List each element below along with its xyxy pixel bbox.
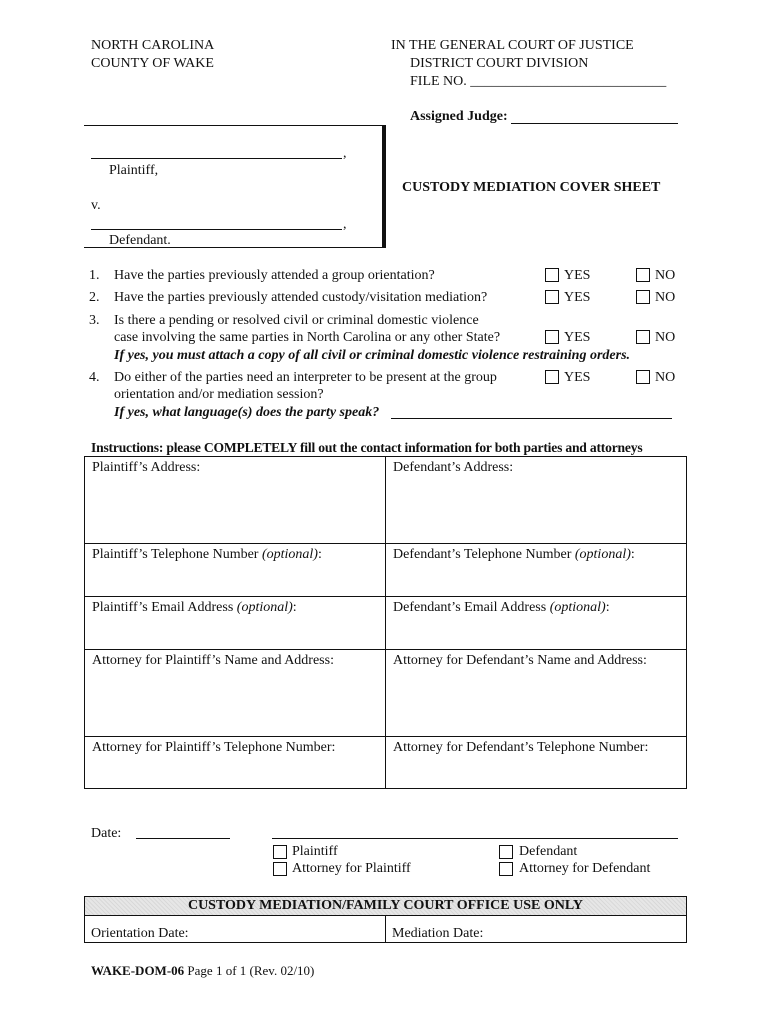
question-2-no-checkbox[interactable]	[636, 290, 650, 304]
question-2-text: Have the parties previously attended custody/visitation mediation?	[114, 290, 488, 305]
plaintiff-telephone-colon: :	[317, 547, 322, 562]
orientation-date-label[interactable]: Orientation Date:	[91, 926, 189, 941]
plaintiff-attorney-address-label: Attorney for Plaintiff’s Name and Address:	[92, 653, 334, 668]
plaintiff-label: Plaintiff,	[109, 163, 159, 178]
question-4-yes-label: YES	[564, 370, 591, 385]
defendant-address-cell[interactable]	[387, 456, 685, 542]
plaintiff-checkbox[interactable]	[273, 845, 287, 859]
question-3-text-line1: Is there a pending or resolved civil or criminal domestic violence	[114, 313, 479, 328]
defendant-email-label: Defendant’s Email Address	[393, 600, 550, 615]
assigned-judge-field[interactable]	[511, 123, 678, 124]
question-1-number: 1.	[89, 268, 100, 283]
defendant-name-field[interactable]	[91, 229, 342, 230]
question-4-text-line2: orientation and/or mediation session?	[114, 387, 324, 402]
instructions-text: Instructions: please COMPLETELY fill out the contact information for both parties and attorneys	[91, 440, 643, 455]
defendant-telephone-optional: (optional)	[574, 547, 631, 562]
assigned-judge-label: Assigned Judge:	[410, 109, 508, 124]
question-4-number: 4.	[89, 370, 100, 385]
defendant-option-label: Defendant	[519, 844, 578, 859]
caption-top-border	[84, 125, 386, 126]
caption-bottom-border	[84, 247, 386, 248]
mediation-date-label[interactable]: Mediation Date:	[392, 926, 484, 941]
question-1-no-label: NO	[655, 268, 676, 283]
question-4-note: If yes, what language(s) does the party speak?	[114, 405, 380, 420]
plaintiff-telephone-cell[interactable]	[86, 543, 384, 595]
plaintiff-attorney-telephone-cell[interactable]	[86, 736, 384, 788]
date-field[interactable]	[136, 838, 230, 839]
defendant-attorney-address-label: Attorney for Defendant’s Name and Address:	[393, 653, 647, 668]
plaintiff-telephone-optional: (optional)	[261, 547, 318, 562]
office-use-title: CUSTODY MEDIATION/FAMILY COURT OFFICE USE ONLY	[187, 898, 584, 913]
plaintiff-email-colon: :	[292, 600, 297, 615]
question-1-yes-checkbox[interactable]	[545, 268, 559, 282]
defendant-attorney-address-cell[interactable]	[387, 649, 685, 735]
plaintiff-address-cell[interactable]	[86, 456, 384, 542]
defendant-email-cell[interactable]	[387, 596, 685, 648]
division-label: DISTRICT COURT DIVISION	[410, 56, 589, 71]
signature-line[interactable]	[272, 838, 678, 839]
question-2-yes-checkbox[interactable]	[545, 290, 559, 304]
defendant-attorney-telephone-label: Attorney for Defendant’s Telephone Number:	[393, 740, 649, 755]
question-3-yes-label: YES	[564, 330, 591, 345]
question-1-text: Have the parties previously attended a group orientation?	[114, 268, 435, 283]
question-1-no-checkbox[interactable]	[636, 268, 650, 282]
defendant-email-colon: :	[605, 600, 610, 615]
question-3-no-checkbox[interactable]	[636, 330, 650, 344]
question-4-no-label: NO	[655, 370, 676, 385]
form-title: CUSTODY MEDIATION COVER SHEET	[402, 180, 661, 195]
page-info: Page 1 of 1 (Rev. 02/10)	[184, 963, 315, 978]
defendant-label: Defendant.	[109, 233, 171, 248]
question-4-no-checkbox[interactable]	[636, 370, 650, 384]
defendant-comma: ,	[343, 217, 347, 232]
plaintiff-attorney-address-cell[interactable]	[86, 649, 384, 735]
defendant-checkbox[interactable]	[499, 845, 513, 859]
defendant-address-label: Defendant’s Address:	[393, 460, 514, 475]
attorney-for-defendant-checkbox[interactable]	[499, 862, 513, 876]
question-3-number: 3.	[89, 313, 100, 328]
plaintiff-attorney-telephone-label: Attorney for Plaintiff’s Telephone Number:	[92, 740, 336, 755]
question-4-yes-checkbox[interactable]	[545, 370, 559, 384]
plaintiff-email-cell[interactable]	[86, 596, 384, 648]
question-2-number: 2.	[89, 290, 100, 305]
county-label: COUNTY OF WAKE	[91, 56, 214, 71]
plaintiff-comma: ,	[343, 146, 347, 161]
defendant-telephone-cell[interactable]	[387, 543, 685, 595]
question-4-text-line1: Do either of the parties need an interpreter to be present at the group	[114, 370, 497, 385]
defendant-telephone-label: Defendant’s Telephone Number	[393, 547, 575, 562]
plaintiff-address-label: Plaintiff’s Address:	[92, 460, 201, 475]
defendant-telephone-colon: :	[630, 547, 635, 562]
caption-right-border	[382, 125, 386, 248]
question-2-yes-label: YES	[564, 290, 591, 305]
form-id: WAKE-DOM-06	[91, 963, 185, 978]
file-number-field[interactable]: FILE NO. ____________________________	[410, 74, 667, 89]
plaintiff-telephone-label: Plaintiff’s Telephone Number	[92, 547, 262, 562]
state-label: NORTH CAROLINA	[91, 38, 215, 53]
office-use-divider	[385, 916, 386, 943]
defendant-attorney-telephone-cell[interactable]	[387, 736, 685, 788]
question-1-yes-label: YES	[564, 268, 591, 283]
question-3-note: If yes, you must attach a copy of all civil or criminal domestic violence restraining orders.	[114, 348, 631, 363]
footer	[91, 963, 314, 979]
question-3-yes-checkbox[interactable]	[545, 330, 559, 344]
question-2-no-label: NO	[655, 290, 676, 305]
date-label: Date:	[91, 826, 122, 841]
attorney-for-plaintiff-checkbox[interactable]	[273, 862, 287, 876]
attorney-for-defendant-option-label: Attorney for Defendant	[519, 861, 651, 876]
language-field[interactable]	[391, 418, 672, 419]
court-label: IN THE GENERAL COURT OF JUSTICE	[391, 38, 634, 53]
defendant-email-optional: (optional)	[549, 600, 606, 615]
attorney-for-plaintiff-option-label: Attorney for Plaintiff	[292, 861, 411, 876]
plaintiff-option-label: Plaintiff	[292, 844, 338, 859]
plaintiff-email-optional: (optional)	[236, 600, 293, 615]
versus-label: v.	[91, 198, 101, 213]
question-3-text-line2: case involving the same parties in North Carolina or any other State?	[114, 330, 501, 345]
question-3-no-label: NO	[655, 330, 676, 345]
plaintiff-email-label: Plaintiff’s Email Address	[92, 600, 237, 615]
contact-table-divider	[385, 456, 386, 789]
plaintiff-name-field[interactable]	[91, 158, 342, 159]
